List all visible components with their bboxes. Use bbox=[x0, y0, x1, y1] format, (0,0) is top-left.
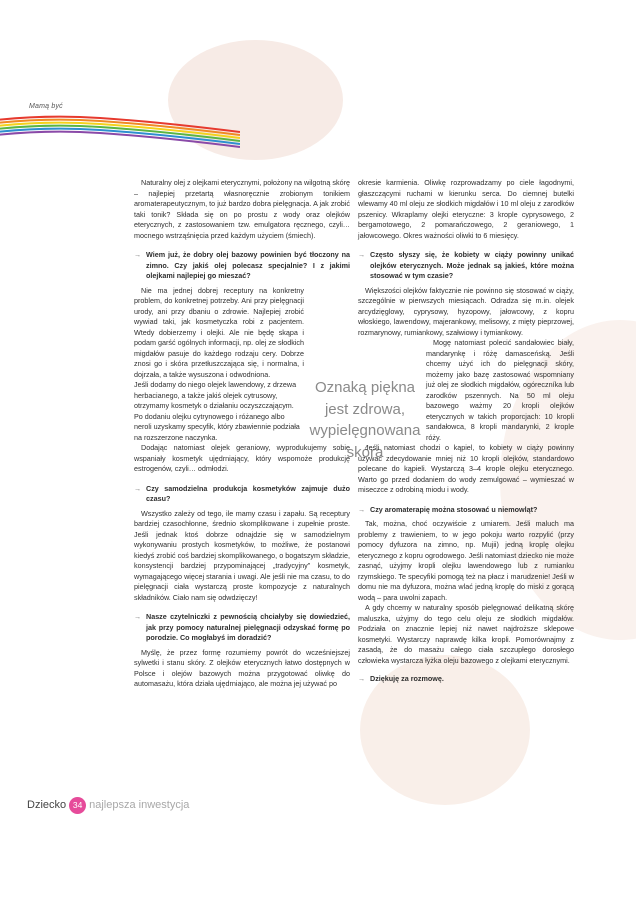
paragraph: Wszystko zależy od tego, ile mamy czasu i zapału. Są receptury bardziej czasochłonne, średnio skomplikowane i zupełnie proste. Jeśli jednak ktoś dobrze odnajdzie się w samodzielnym wykonywaniu prostych kosmetyków, to możliwe, że postanowi kiedyś zrobić coś bardziej skomplikowanego, o bogatszym składzie, konsystencji bardziej przypominającej „tradycyjny” kosmetyk, wymagającego więcej starania i uwagi. Ale jeśli nie ma czasu, to do pielęgnacji ciała wystarczą proste kompozycje z naturalnych składników. Ciało nam się odwdzięczy! bbox=[134, 508, 350, 602]
paragraph: Naturalny olej z olejkami eterycznymi, położony na wilgotną skórę – najlepiej przetartą własnoręcznie zrobionym tonikiem aromaterapeutycznym, to już bardzo dobra pielęgnacja. A jak zrobić taki tonik? Składa się on po prostu z wody oraz olejków eterycznych, z zastosowaniem tzw. emulgatora ręcznego, czyli… mocnego wstrząśnięcia przed każdym użyciem (śmiech). bbox=[134, 178, 350, 240]
closing-text: Dziękuję za rozmowę. bbox=[370, 674, 444, 683]
paragraph: Mogę natomiast polecić sandałowiec biały, mandarynkę i różę damasceńską. Jeśli chcemy użyć ich do pielęgnacji skóry, możemy jako bazę zastosować wspomniany już olej ze słodkich migdałów, ogóreczníka lub zarodków pszennych. Na 50 ml oleju bazowego ważmy 20 kropli olejków eterycznych w takich proporcjach: 10 kropli sandałowca, 8 kropli mandarynki, 2 krople róży. bbox=[426, 338, 574, 442]
question-text: Czy samodzielna produkcja kosmetyków zajmuje dużo czasu? bbox=[146, 483, 350, 503]
closing-line bbox=[358, 674, 574, 685]
magazine-tagline: najlepsza inwestycja bbox=[89, 799, 190, 811]
paragraph: Tak, można, choć oczywiście z umiarem. Jeśli maluch ma problemy z trawieniem, to w jego pokoju warto rozpylić (przy pomocy dyfuzora na zimno, np. Mujii) jedną kroplę olejku eterycznego z kopru ogrodowego. Jeśli natomiast dziecko nie może zasnąć, użyjmy kropli olejku lawendowego lub z rumianku rzymskiego. Te specyfiki pomogą też na płacz i marudzenie! Jeśli w domu nie ma dyfuzora, można wlać jedną kroplę do miski z gorącą wodą – para uwolni zapach. bbox=[358, 519, 574, 602]
question bbox=[134, 484, 350, 505]
paragraph: Jeśli natomiast chodzi o kąpiel, to kobiety w ciąży powinny używać zdecydowanie mniej niż 10 kropli olejków, standardowo polecane do kąpieli. Wystarczą 3–4 krople olejku eterycznego. Warto go przed dodaniem do wody zemulgować – wymieszać w miseczce z odrobiną miodu i wody. bbox=[358, 443, 574, 494]
question-text: Często słyszy się, że kobiety w ciąży powinny unikać olejków eterycznych. Może jednak są jakieś, które można stosować w tym czasie? bbox=[370, 250, 574, 280]
paragraph: Jeśli dodamy do niego olejek lawendowy, z drzewa herbacianego, a także jakiś olejek cytrusowy, otrzymamy kosmetyk o działaniu oczyszczającym. Po dodaniu olejku cytrynowego i różanego albo neroli uzyskamy specyfik, który zbawiennie podziała na rozszerzone naczynka. bbox=[134, 380, 300, 442]
page-footer bbox=[27, 795, 189, 815]
paragraph: Dodając natomiast olejek geraniowy, wyprodukujemy sobie wspaniały kosmetyk ujędrniający, który wspomoże produkcję estrogenów, czyli… odmłodzi. bbox=[134, 443, 350, 473]
question bbox=[134, 612, 350, 644]
pull-quote-line: Oznaką piękna bbox=[314, 379, 416, 396]
section-tag: Mamą być bbox=[29, 103, 63, 110]
paragraph: Myślę, że przez formę rozumiemy powrót do wcześniejszej sylwetki i stanu skóry. Z olejków eterycznych łatwo dostępnych w Polsce i olejów bazowych można przygotować oliwkę do automasażu, która działa ujędrniająco, ale można jej używać po bbox=[134, 647, 350, 688]
right-column bbox=[358, 178, 574, 689]
arrow-right-icon: → bbox=[134, 250, 142, 259]
paragraph: okresie karmienia. Oliwkę rozprowadzamy po ciele łagodnymi, głaszczącymi ruchami w kierunku serca. Do ciemnej butelki wlewamy 40 ml oleju ze słodkich migdałów i 10 ml oleju z zarodków pszenicy. Wkraplamy olejki eteryczne: 3 krople cyprysowego, 2 bergamotowego, 2 pomarańczowego, 2 geraniowego, 1 jałowcowego. Okres ważności oliwki to 6 miesięcy. bbox=[358, 178, 574, 240]
question bbox=[358, 505, 574, 516]
pull-quote-line: wypielęgnowana bbox=[309, 422, 421, 439]
arrow-right-icon: → bbox=[358, 250, 366, 259]
magazine-name: Dziecko bbox=[27, 799, 67, 811]
arrow-right-icon: → bbox=[134, 612, 142, 621]
question-text: Czy aromaterapię można stosować u niemowląt? bbox=[370, 504, 538, 514]
paragraph-narrow bbox=[134, 380, 304, 443]
pull-quote-line: jest zdrowa, bbox=[324, 400, 406, 418]
question-text: Wiem już, że dobry olej bazowy powinien być tłoczony na zimno. Czy jakiś olej polecasz specjalnie? I z jakimi olejkami najlepiej go mieszać? bbox=[146, 250, 350, 280]
arrow-right-icon: → bbox=[134, 483, 142, 493]
question bbox=[134, 250, 350, 282]
rainbow-swoosh bbox=[0, 92, 240, 152]
paragraph: A gdy chcemy w naturalny sposób pielęgnować delikatną skórę maluszka, użyjmy do tego celu oleju ze słodkich migdałów. Podziała on znacznie lepiej niż nawet najdroższe sklepowe kosmetyki. Wystarczy naprawdę kilka kropli. Pomorównajmy z zasadą, że do masażu całego ciała szczupłego dorosłego człowieka wystarcza łyżka oleju bazowego z olejkami eterycznymi. bbox=[358, 603, 574, 665]
question bbox=[358, 250, 574, 282]
arrow-right-icon: → bbox=[358, 674, 366, 683]
pull-quote-line: skóra bbox=[346, 443, 384, 461]
page-number: 34 bbox=[69, 797, 86, 814]
question-text: Nasze czytelniczki z pewnością chciałyby się dowiedzieć, jak przy pomocy naturalnej pielęgnacji odzyskać formę po porodzie. Co mogłabyś im doradzić? bbox=[146, 612, 350, 642]
paragraph: Większości olejków faktycznie nie powinno się stosować w ciąży, szczególnie w pierwszych miesiącach. Odradza się m.in. olejek arcydzięglowy, cyprysowy, hyzopowy, jałowcowy, z kopru włoskiego, lawendowy, majerankowy, melisowy, z mięty pieprzowej, rozmarynowy, rumiankowy, szałwiowy i tymiankowy. bbox=[358, 285, 574, 337]
arrow-right-icon: → bbox=[358, 504, 366, 514]
paragraph: Nie ma jednej dobrej receptury na konkretny problem, do konkretnej potrzeby. Ani przy pielęgnacji urody, ani przy dbaniu o zdrowie. Najlepiej zrobić wywiad taki, jak kosmetyczka robi z pacjentem. Wtedy dobierzemy i olejki. Ale nie będę skąpa i podam garść ogólnych informacji, np. olej ze słodkich migdałów pasuje do każdego rodzaju cery. Dobrze znosi go i skóra przetłuszczająca się, i normalna, i dojrzała, a także wysuszona i odwodniona. bbox=[134, 285, 304, 379]
